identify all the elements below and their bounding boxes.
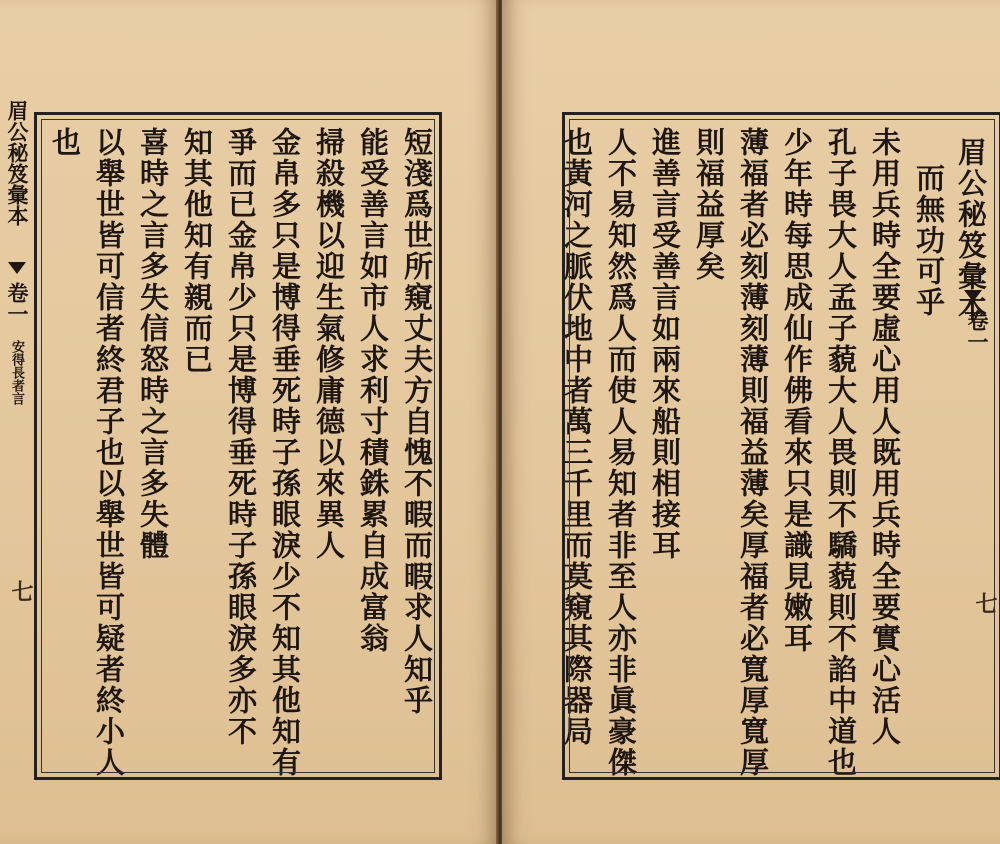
right-column-7: 進善言受善言如兩來船則相接耳 [648, 127, 682, 561]
right-column-2: 未用兵時全要虛心用人既用兵時全要實心活人 [868, 127, 902, 747]
right-page-frame [562, 112, 1000, 780]
left-book-title: 眉公秘笈彙本 [5, 100, 30, 226]
left-column-1: 短淺爲世所窺丈夫方自愧不暇而暇求人知乎 [400, 127, 434, 716]
right-column-4: 少年時每思成仙作佛看來只是識見嫩耳 [780, 127, 814, 654]
left-column-4: 金帛多只是博得垂死時子孫眼淚少不知其他知有 [268, 127, 302, 778]
right-column-1: 而無功可乎 [912, 163, 946, 318]
fishtail-mark-right [964, 290, 982, 302]
right-column-9: 也黃河之脈伏地中者萬三千里而莫窺其際器局 [560, 127, 594, 747]
right-book-title: 眉公秘笈彙本 [954, 137, 988, 323]
left-volume-label: 卷一 [5, 282, 30, 324]
right-column-5: 薄福者必刻薄刻薄則福益薄矣厚福者必寬厚寬厚 [736, 127, 770, 778]
right-column-8: 人不易知然爲人而使人易知者非至人亦非眞豪傑 [604, 127, 638, 778]
left-subtitle: 安得長者言 [9, 340, 24, 405]
right-volume-label: 卷一 [965, 310, 990, 352]
left-page-frame [34, 112, 442, 780]
left-page-number: 七 [8, 580, 34, 602]
left-column-2: 能受善言如市人求利寸積銖累自成富翁 [356, 127, 390, 654]
right-column-6: 則福益厚矣 [692, 127, 726, 282]
fishtail-mark-left [8, 262, 26, 274]
left-column-3: 掃殺機以迎生氣修庸德以來異人 [312, 127, 346, 561]
left-column-6: 知其他知有親而已 [180, 127, 214, 375]
right-column-3: 孔子畏大人孟子藐大人畏則不驕藐則不諂中道也 [824, 127, 858, 778]
left-page [0, 0, 499, 844]
left-column-9: 也 [48, 127, 82, 158]
right-page-number: 七 [972, 592, 998, 614]
left-column-7: 喜時之言多失信怒時之言多失體 [136, 127, 170, 561]
left-column-5: 爭而已金帛少只是博得垂死時子孫眼淚多亦不 [224, 127, 258, 747]
left-column-8: 以舉世皆可信者終君子也以舉世皆可疑者終小人 [92, 127, 126, 778]
